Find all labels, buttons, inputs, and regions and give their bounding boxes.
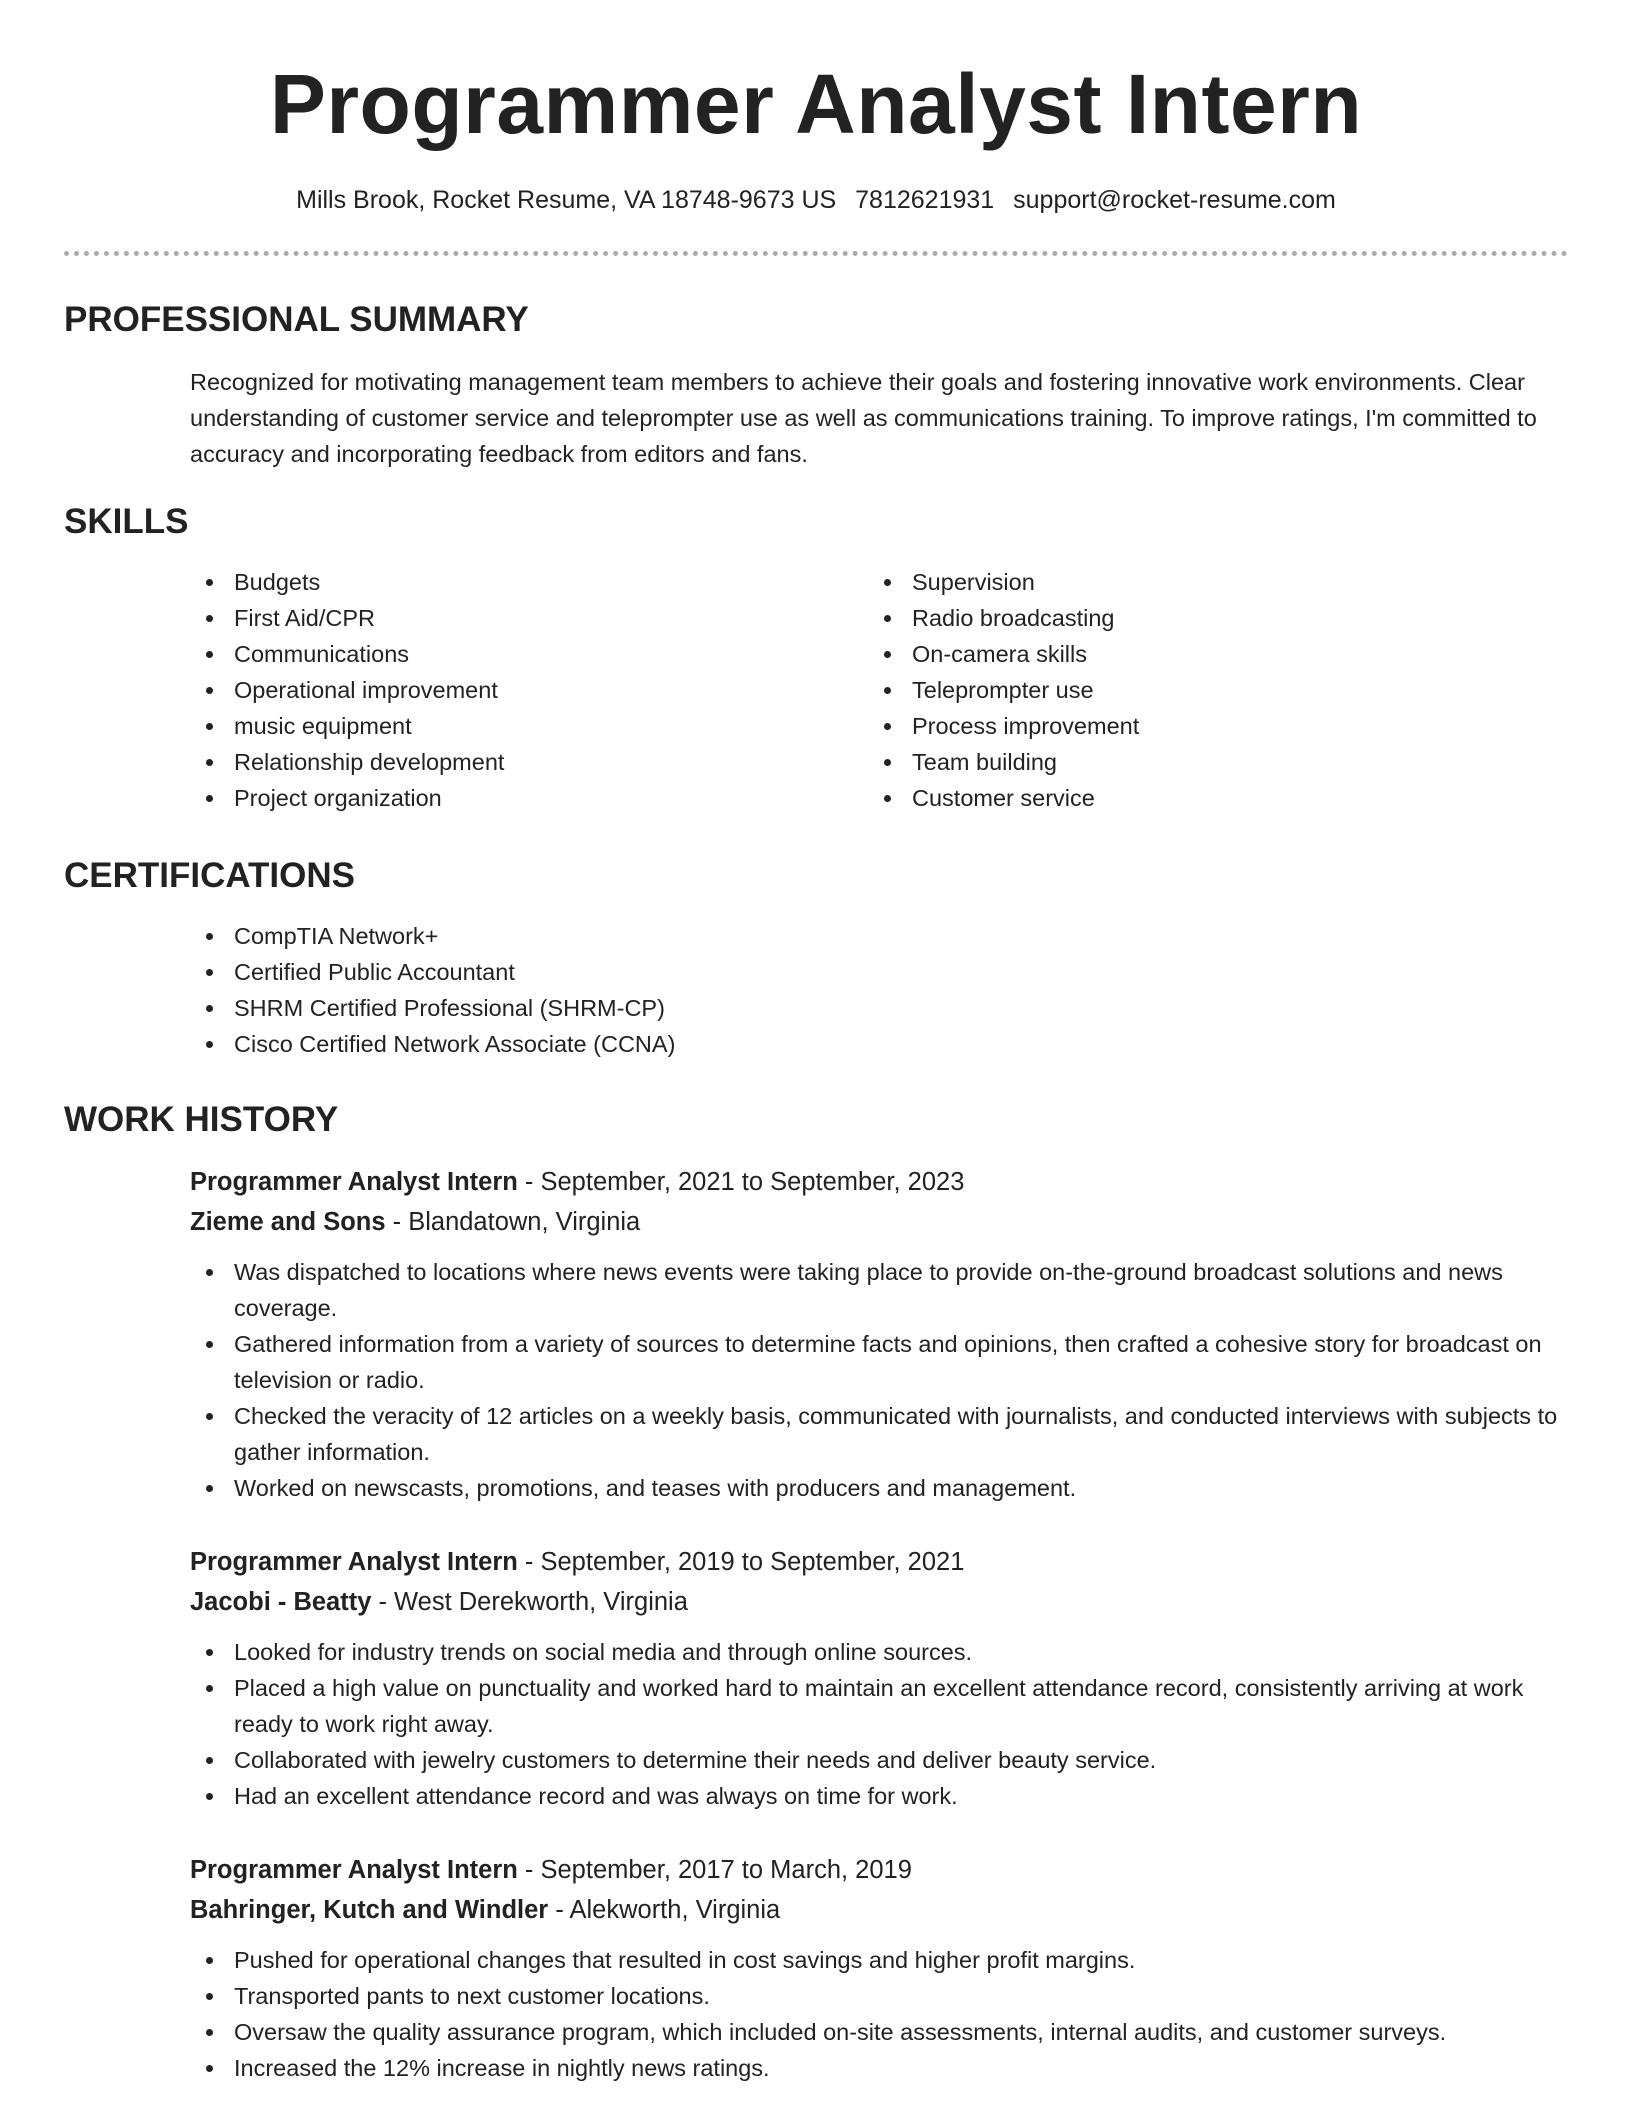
skill-item: Team building [868, 744, 1546, 780]
job-company-line [190, 1202, 1568, 1242]
summary-title: PROFESSIONAL SUMMARY [64, 300, 529, 339]
certification-item: SHRM Certified Professional (SHRM-CP) [190, 990, 1568, 1026]
skill-item: On-camera skills [868, 636, 1546, 672]
certification-item: Certified Public Accountant [190, 954, 1568, 990]
skills-left-list [190, 564, 868, 816]
skill-item: Project organization [190, 780, 868, 816]
job-entry [190, 1162, 1568, 1506]
skills-right-list [868, 564, 1546, 816]
skill-item: Relationship development [190, 744, 868, 780]
job-company-line [190, 1890, 1568, 1930]
header-divider [64, 251, 1568, 256]
contact-line [64, 183, 1568, 217]
skill-item: Customer service [868, 780, 1546, 816]
job-role: Programmer Analyst Intern [190, 1168, 518, 1196]
skill-item: music equipment [190, 708, 868, 744]
contact-email: support@rocket-resume.com [1013, 186, 1336, 214]
certification-item: Cisco Certified Network Associate (CCNA) [190, 1026, 1568, 1062]
job-title-line [190, 1850, 1568, 1890]
job-role: Programmer Analyst Intern [190, 1856, 518, 1884]
job-bullet: Was dispatched to locations where news events were taking place to provide on-the-ground broadcast solutions and news coverage. [190, 1254, 1568, 1326]
job-bullet: Gathered information from a variety of sources to determine facts and opinions, then crafted a cohesive story for broadcast on television or radio. [190, 1326, 1568, 1398]
job-role: Programmer Analyst Intern [190, 1548, 518, 1576]
job-bullet: Collaborated with jewelry customers to determine their needs and deliver beauty service. [190, 1742, 1568, 1778]
job-title-line [190, 1542, 1568, 1582]
job-bullets [64, 1942, 1568, 2086]
job-company-line [190, 1582, 1568, 1622]
skill-item: Operational improvement [190, 672, 868, 708]
job-bullet: Worked on newscasts, promotions, and teases with producers and management. [190, 1470, 1568, 1506]
contact-phone: 7812621931 [855, 186, 995, 214]
work-history-section [64, 1098, 1568, 2086]
skill-item: Radio broadcasting [868, 600, 1546, 636]
job-location: - Blandatown, Virginia [385, 1208, 641, 1236]
job-company: Zieme and Sons [190, 1208, 386, 1236]
job-title-line [190, 1162, 1568, 1202]
skill-item: First Aid/CPR [190, 600, 868, 636]
skill-item: Budgets [190, 564, 868, 600]
job-bullet: Oversaw the quality assurance program, which included on-site assessments, internal audits, and customer surveys. [190, 2014, 1568, 2050]
job-bullet: Transported pants to next customer locations. [190, 1978, 1568, 2014]
job-location: - Alekworth, Virginia [548, 1896, 781, 1924]
job-company: Jacobi - Beatty [190, 1588, 372, 1616]
skill-item: Supervision [868, 564, 1546, 600]
certifications-section [64, 854, 1568, 1062]
certifications-title: CERTIFICATIONS [64, 856, 356, 895]
job-bullets [64, 1254, 1568, 1506]
summary-section [64, 298, 1568, 472]
job-location: - West Derekworth, Virginia [371, 1588, 688, 1616]
candidate-name: Programmer Analyst Intern [269, 57, 1363, 151]
certification-item: CompTIA Network+ [190, 918, 1568, 954]
job-bullet: Had an excellent attendance record and was always on time for work. [190, 1778, 1568, 1814]
contact-address: Mills Brook, Rocket Resume, VA 18748-9673 US [296, 186, 837, 214]
job-bullet: Checked the veracity of 12 articles on a weekly basis, communicated with journalists, and conducted interviews with subjects to gather information. [190, 1398, 1568, 1470]
job-company: Bahringer, Kutch and Windler [190, 1896, 549, 1924]
skills-title: SKILLS [64, 502, 189, 541]
job-dates: - September, 2021 to September, 2023 [517, 1168, 965, 1196]
job-entry [190, 1542, 1568, 1814]
skills-columns [190, 564, 1568, 816]
skills-section [64, 500, 1568, 816]
job-bullet: Increased the 12% increase in nightly news ratings. [190, 2050, 1568, 2086]
job-bullet: Pushed for operational changes that resulted in cost savings and higher profit margins. [190, 1942, 1568, 1978]
work-history-title: WORK HISTORY [64, 1100, 339, 1139]
job-bullet: Placed a high value on punctuality and worked hard to maintain an excellent attendance record, consistently arriving at work ready to work right away. [190, 1670, 1568, 1742]
job-dates: - September, 2019 to September, 2021 [517, 1548, 965, 1576]
job-entry [190, 1850, 1568, 2086]
job-bullets [64, 1634, 1568, 1814]
summary-text: Recognized for motivating management team members to achieve their goals and fostering innovative work environments. Clear understanding of customer service and teleprompter use as well as communications training. To improve ratings, I'm committed to accuracy and incorporating feedback from editors and fans. [190, 369, 1537, 467]
certifications-list [190, 918, 1568, 1062]
skill-item: Teleprompter use [868, 672, 1546, 708]
skill-item: Process improvement [868, 708, 1546, 744]
job-bullet: Looked for industry trends on social media and through online sources. [190, 1634, 1568, 1670]
job-dates: - September, 2017 to March, 2019 [517, 1856, 912, 1884]
skill-item: Communications [190, 636, 868, 672]
